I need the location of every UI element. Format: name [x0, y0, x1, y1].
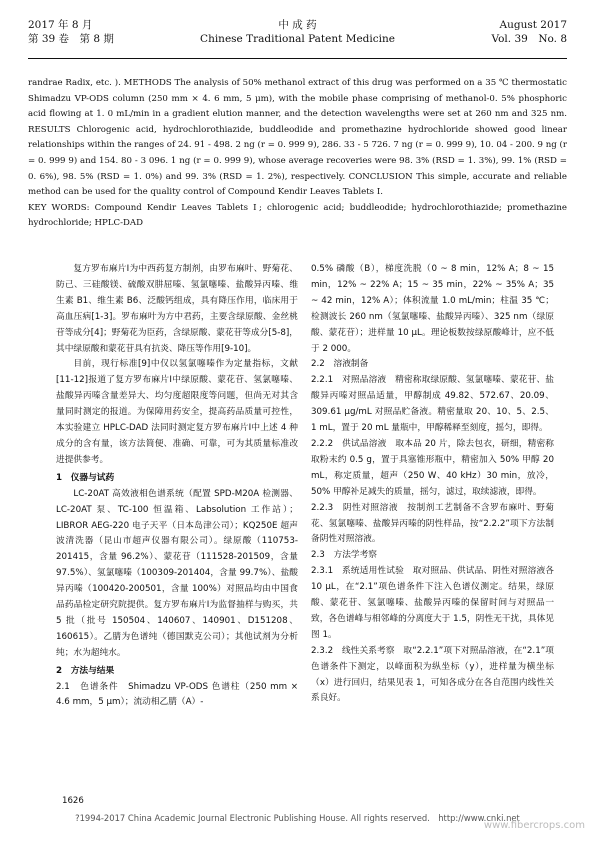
- page-header: [28, 18, 567, 60]
- subsection-heading-solution-prep: 2.2 溶液制备: [311, 359, 369, 370]
- left-column: [56, 262, 298, 711]
- header-volume-cn: 第 39 卷 第 8 期: [28, 33, 114, 45]
- subsection-heading-validation: 2.3 方法学考察: [311, 550, 377, 561]
- linearity: 2.3.2 线性关系考察 取“2.2.1”项下对照品溶液，在“2.1”项色谱条件下测定，以峰面积为纵坐标（y），进样量为横坐标（x）进行回归，结果见表 1，可知各成分在各自范围内线性关系良好。: [311, 645, 554, 704]
- intro-paragraph-1: 复方罗布麻片Ⅰ为中西药复方制剂，由罗布麻叶、野菊花、防己、三硅酸镁、硫酸双肼屈嗪、氢氯噻嗪、盐酸异丙嗪、维生素 B1、维生素 B6、泛酸钙组成，具有降压作用，临床用于高血压病[1-3]。罗布麻叶为方中君药，主要含绿原酸、金丝桃苷等成分[4]；野菊花为臣药，含绿原酸、蒙花苷等成分[5-8]，其中绿原酸和蒙花苷具有抗炎、降压等作用[9-10]。: [56, 264, 298, 354]
- intro-paragraph-2: 目前，现行标准[9]中仅以氢氯噻嗪作为定量指标，文献[11-12]报道了复方罗布麻片Ⅰ中绿原酸、蒙花苷、氢氯噻嗪、盐酸异丙嗪含量差异大、均匀度超限度等问题，但尚无对其含量同时测定的报道。为保障用药安全，提高药品质量可控性，本实验建立 HPLC-DAD 法同时测定复方罗布麻片Ⅰ中上述 4 种成分的含有量，该方法简便、准确、可靠，可为其质量标准改进提供参考。: [56, 359, 298, 465]
- header-journal: [28, 18, 567, 46]
- journal-title-cn: 中 成 药: [278, 19, 317, 31]
- right-column: [311, 262, 554, 707]
- header-rule: [28, 58, 567, 59]
- watermark: www.fibercrops.com: [483, 820, 585, 831]
- header-date-cn: 2017 年 8 月: [28, 19, 93, 31]
- section-heading-methods: 2 方法与结果: [56, 665, 115, 676]
- sample-solution: 2.2.2 供试品溶液 取本品 20 片，除去包衣，研细，精密称取粉末约 0.5 g，置于具塞锥形瓶中，精密加入 50% 甲醇 20 mL，称定质量，超声（250 W、40 kHz）30 min，放冷，50% 甲醇补足减失的质量，摇匀，滤过，取续滤液，即得。: [311, 438, 554, 497]
- chromatographic-conditions-cont: 0.5% 磷酸（B），梯度洗脱（0 ~ 8 min，12% A；8 ~ 15 min，12% ~ 22% A；15 ~ 35 min，22% ~ 35% A；35 ~ 42 min，12% A）；体积流量 1.0 mL/min；柱温 35 ℃；检测波长 260 nm（氢氯噻嗪、盐酸异丙嗪）、325 nm（绿原酸、蒙花苷）；进样量 10 μL。理论板数按绿原酸峰计，应不低于 2 000。: [311, 264, 554, 354]
- journal-title-en: Chinese Traditional Patent Medicine: [200, 33, 395, 45]
- chromatographic-conditions: 2.1 色谱条件 Shimadzu VP-ODS 色谱柱（250 mm × 4.6 mm，5 μm）；流动相乙腈（A）-: [56, 681, 298, 708]
- header-date-en: August 2017: [499, 19, 567, 31]
- negative-control-solution: 2.2.3 阴性对照溶液 按制剂工艺制备不含罗布麻叶、野菊花、氢氯噻嗪、盐酸异丙嗪的阴性样品，按“2.2.2”项下方法制备阴性对照溶液。: [311, 502, 554, 545]
- reference-solution: 2.2.1 对照品溶液 精密称取绿原酸、氢氯噻嗪、蒙花苷、盐酸异丙嗪对照品适量，甲醇制成 49.82、572.67、20.09、309.61 μg/mL 对照品贮备液。精密量取 20、10、5、2.5、1 mL，置于 20 mL 量瓶中，甲醇稀释至刻度，摇匀，即得。: [311, 375, 554, 434]
- copyright-footer: ?1994-2017 China Academic Journal Electronic Publishing House. All rights reserved. http://www.cnki.net: [75, 813, 520, 823]
- keywords: KEY WORDS: Compound Kendir Leaves Tablets Ⅰ; chlorogenic acid; buddleodide; hydrochlorothiazide; promethazine hydrochloride; HPLC-DAD: [28, 202, 567, 229]
- english-abstract: [28, 76, 567, 232]
- section-heading-instruments: 1 仪器与试药: [56, 472, 115, 483]
- system-suitability: 2.3.1 系统适用性试验 取对照品、供试品、阴性对照溶液各 10 μL，在“2.1”项色谱条件下注入色谱仪测定。结果，绿原酸、蒙花苷、氢氯噻嗪、盐酸异丙嗪的保留时间与对照品一致，各色谱峰与相邻峰的分离度大于 1.5，阴性无干扰，具体见图 1。: [311, 566, 554, 640]
- header-volume-en: Vol. 39 No. 8: [491, 33, 567, 45]
- header-issue-en: [491, 18, 567, 46]
- page-number: 1626: [62, 796, 84, 806]
- abstract-body: randrae Radix, etc. ). METHODS The analysis of 50% methanol extract of this drug was performed on a 35 ℃ thermostatic Shimadzu VP-ODS column (250 mm × 4. 6 mm, 5 μm), with the mobile phase comprising of methanol-0. 5% phosphoric acid flowing at 1. 0 mL/min in a gradient elution manner, and the detection wavelengths were set at 260 nm and 325 nm. RESULTS Chlorogenic acid, hydrochlorothiazide, buddleodide and promethazine hydrochloride showed good linear relationships within the ranges of 24. 91 - 498. 2 ng (r = 0. 999 9), 286. 33 - 5 726. 7 ng (r = 0. 999 9), 10. 04 - 200. 9 ng (r = 0. 999 9) and 154. 80 - 3 096. 1 ng (r = 0. 999 9), whose average recoveries were 98. 3% (RSD = 1. 3%), 99. 1% (RSD = 0. 6%), 98. 5% (RSD = 1. 0%) and 99. 3% (RSD = 1. 2%), respectively. CONCLUSION This simple, accurate and reliable method can be used for the quality control of Compound Kendir Leaves Tablets Ⅰ.: [28, 78, 567, 198]
- instruments-paragraph: LC-20AT 高效液相色谱系统（配置 SPD-M20A 检测器、LC-20AT 泵、TC-100 恒温箱、Labsolution 工作站）；LIBROR AEG-220 电子天平（日本岛津公司）；KQ250E 超声波清洗器（昆山市超声仪器有限公司）。绿原酸（110753-201415，含量 96.2%）、蒙花苷（111528-201509，含量 97.5%）、氢氯噻嗪（100309-201404，含量 99.7%）、盐酸异丙嗪（100420-200501，含量 100%）对照品均由中国食品药品检定研究院提供。复方罗布麻片Ⅰ为监督抽样与购买，共 5 批（批号 150504、140607、140901、D151208、160615）。乙腈为色谱纯（德国默克公司）；其他试剂为分析纯；水为超纯水。: [56, 488, 298, 658]
